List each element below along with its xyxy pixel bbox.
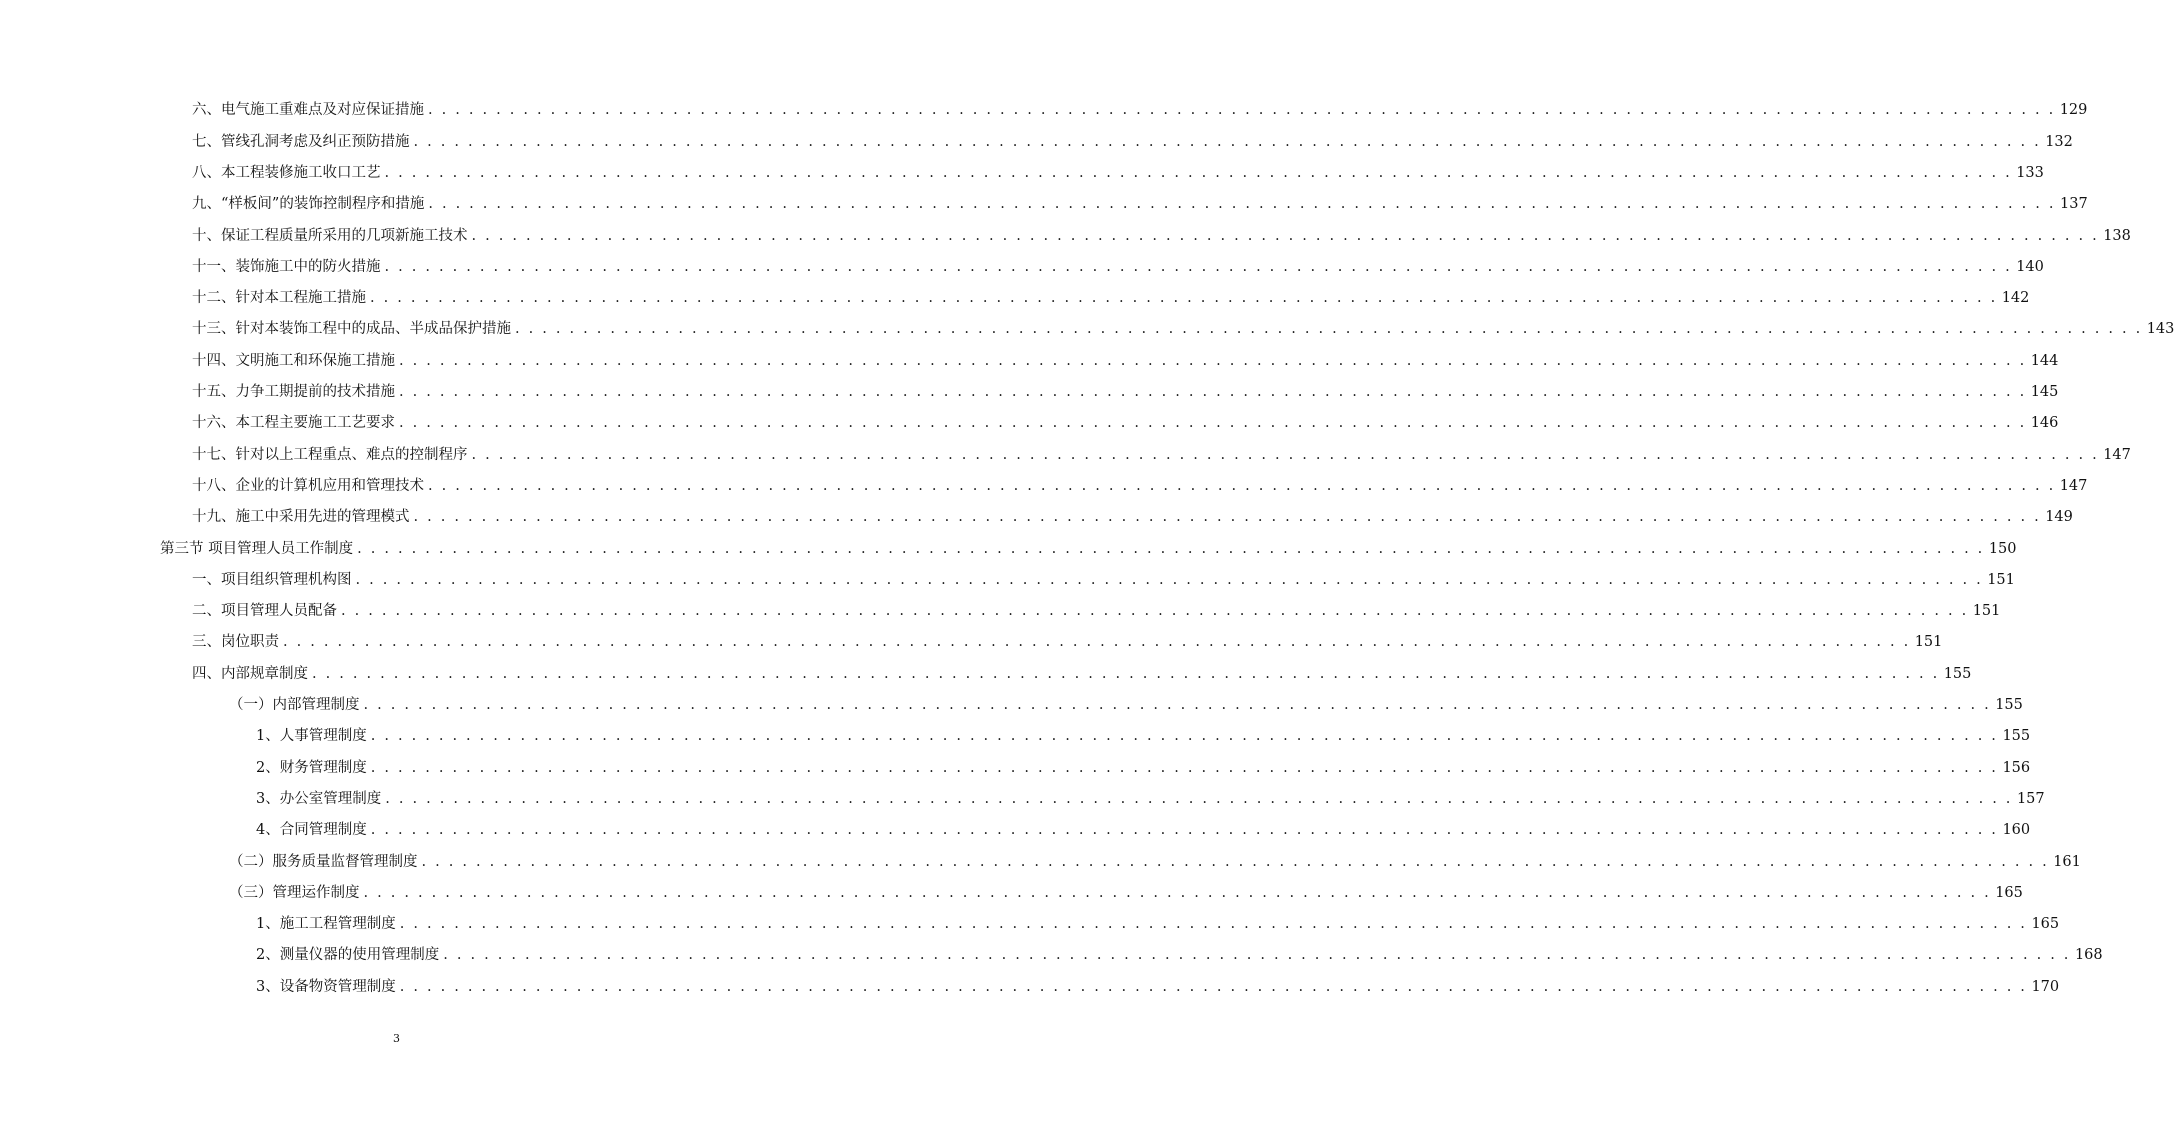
toc-entry-page: 129 — [2059, 102, 2088, 119]
toc-entry-page: 146 — [2030, 415, 2059, 432]
toc-entry-page: 144 — [2030, 352, 2059, 369]
toc-leader-dots: . . . . . . . . . . . . . . . . . . . . . . . . . . . . . . . . . . . . . . . . . . . . . . . . . . . . . . . . . . . . . . . . . . . . . . . . . . . . . . . . . . . . . . . . . . . . . . . . . . . . . . . . . . . . . . . . . . . . . . . . — [515, 321, 2143, 338]
toc-entry[interactable] — [0, 95, 2088, 126]
toc-entry-title: 1、施工工程管理制度 — [256, 916, 396, 933]
toc-leader-dots: . . . . . . . . . . . . . . . . . . . . . . . . . . . . . . . . . . . . . . . . . . . . . . . . . . . . . . . . . . . . . . . . . . . . . . . . . . . . . . . . . . . . . . . . . . . . . . . . . . . . . . . . . . . . . . . . . . . . . . . . — [370, 759, 1999, 776]
toc-entry-title: 三、岗位职责 — [192, 634, 279, 651]
toc-entry-title: 一、项目组织管理机构图 — [192, 571, 352, 588]
toc-leader-dots: . . . . . . . . . . . . . . . . . . . . . . . . . . . . . . . . . . . . . . . . . . . . . . . . . . . . . . . . . . . . . . . . . . . . . . . . . . . . . . . . . . . . . . . . . . . . . . . . . . . . . . . . . . . . . . . . . . . . . . . . — [370, 290, 1998, 307]
toc-leader-dots: . . . . . . . . . . . . . . . . . . . . . . . . . . . . . . . . . . . . . . . . . . . . . . . . . . . . . . . . . . . . . . . . . . . . . . . . . . . . . . . . . . . . . . . . . . . . . . . . . . . . . . . . . . . . . . . . . . . . . . . . — [341, 603, 1969, 620]
toc-leader-dots: . . . . . . . . . . . . . . . . . . . . . . . . . . . . . . . . . . . . . . . . . . . . . . . . . . . . . . . . . . . . . . . . . . . . . . . . . . . . . . . . . . . . . . . . . . . . . . . . . . . . . . . . . . . . . . . . . . . . . . . . — [363, 884, 1991, 901]
toc-entry[interactable] — [0, 345, 2059, 376]
toc-leader-dots: . . . . . . . . . . . . . . . . . . . . . . . . . . . . . . . . . . . . . . . . . . . . . . . . . . . . . . . . . . . . . . . . . . . . . . . . . . . . . . . . . . . . . . . . . . . . . . . . . . . . . . . . . . . . . . . . . . . . . . . . — [428, 196, 2056, 213]
toc-entry-title: 十三、针对本装饰工程中的成品、半成品保护措施 — [192, 321, 511, 338]
toc-entry[interactable] — [0, 251, 2044, 282]
toc-leader-dots: . . . . . . . . . . . . . . . . . . . . . . . . . . . . . . . . . . . . . . . . . . . . . . . . . . . . . . . . . . . . . . . . . . . . . . . . . . . . . . . . . . . . . . . . . . . . . . . . . . . . . . . . . . . . . . . . . . . . . . . . — [443, 947, 2071, 964]
toc-entry-title: （三）管理运作制度 — [229, 884, 360, 901]
toc-leader-dots: . . . . . . . . . . . . . . . . . . . . . . . . . . . . . . . . . . . . . . . . . . . . . . . . . . . . . . . . . . . . . . . . . . . . . . . . . . . . . . . . . . . . . . . . . . . . . . . . . . . . . . . . . . . . . . . . . . . . . . . . — [357, 540, 1985, 557]
toc-leader-dots: . . . . . . . . . . . . . . . . . . . . . . . . . . . . . . . . . . . . . . . . . . . . . . . . . . . . . . . . . . . . . . . . . . . . . . . . . . . . . . . . . . . . . . . . . . . . . . . . . . . . . . . . . . . . . . . . . . . . . . . . — [399, 384, 2027, 401]
toc-leader-dots: . . . . . . . . . . . . . . . . . . . . . . . . . . . . . . . . . . . . . . . . . . . . . . . . . . . . . . . . . . . . . . . . . . . . . . . . . . . . . . . . . . . . . . . . . . . . . . . . . . . . . . . . . . . . . . . . . . . . . . . . — [385, 790, 2013, 807]
toc-entry-page: 170 — [2031, 978, 2060, 995]
toc-entry-title: 十二、针对本工程施工措施 — [192, 290, 366, 307]
toc-entry-title: 十四、文明施工和环保施工措施 — [192, 352, 395, 369]
toc-entry[interactable] — [0, 690, 2023, 721]
page-number: 3 — [393, 1032, 400, 1045]
toc-entry-title: 3、办公室管理制度 — [256, 790, 382, 807]
toc-entry-page: 149 — [2045, 509, 2073, 526]
toc-entry[interactable] — [0, 533, 2017, 564]
toc-leader-dots: . . . . . . . . . . . . . . . . . . . . . . . . . . . . . . . . . . . . . . . . . . . . . . . . . . . . . . . . . . . . . . . . . . . . . . . . . . . . . . . . . . . . . . . . . . . . . . . . . . . . . . . . . . . . . . . . . . . . . . . . — [413, 509, 2041, 526]
toc-entry-title: 六、电气施工重难点及对应保证措施 — [192, 102, 424, 119]
toc-entry-page: 155 — [1995, 697, 2023, 714]
toc-entry[interactable] — [0, 408, 2059, 439]
toc-entry[interactable] — [0, 971, 2060, 1002]
toc-entry-title: 十一、装饰施工中的防火措施 — [192, 258, 381, 275]
toc-entry-page: 137 — [2060, 196, 2088, 213]
toc-leader-dots: . . . . . . . . . . . . . . . . . . . . . . . . . . . . . . . . . . . . . . . . . . . . . . . . . . . . . . . . . . . . . . . . . . . . . . . . . . . . . . . . . . . . . . . . . . . . . . . . . . . . . . . . . . . . . . . . . . . . . . . . — [421, 853, 2049, 870]
toc-entry-page: 151 — [1914, 634, 1943, 651]
toc-entry-title: （一）内部管理制度 — [229, 697, 360, 714]
toc-entry[interactable] — [0, 126, 2073, 157]
toc-entry[interactable] — [0, 784, 2045, 815]
toc-leader-dots: . . . . . . . . . . . . . . . . . . . . . . . . . . . . . . . . . . . . . . . . . . . . . . . . . . . . . . . . . . . . . . . . . . . . . . . . . . . . . . . . . . . . . . . . . . . . . . . . . . . . . . . . . . . . . . . . . . . . . . . . — [312, 665, 1940, 682]
toc-entry-title: 二、项目管理人员配备 — [192, 603, 337, 620]
toc-entry[interactable] — [0, 877, 2023, 908]
toc-entry-page: 147 — [2059, 477, 2088, 494]
toc-entry-title: 十五、力争工期提前的技术措施 — [192, 384, 395, 401]
toc-leader-dots: . . . . . . . . . . . . . . . . . . . . . . . . . . . . . . . . . . . . . . . . . . . . . . . . . . . . . . . . . . . . . . . . . . . . . . . . . . . . . . . . . . . . . . . . . . . . . . . . . . . . . . . . . . . . . . . . . . . . . . . . — [355, 571, 1983, 588]
toc-entry[interactable] — [0, 283, 2030, 314]
toc-entry-title: 十、保证工程质量所采用的几项新施工技术 — [192, 227, 468, 244]
toc-leader-dots: . . . . . . . . . . . . . . . . . . . . . . . . . . . . . . . . . . . . . . . . . . . . . . . . . . . . . . . . . . . . . . . . . . . . . . . . . . . . . . . . . . . . . . . . . . . . . . . . . . . . . . . . . . . . . . . . . . . . . . . . — [384, 164, 2012, 181]
toc-entry-title: （二）服务质量监督管理制度 — [229, 853, 418, 870]
table-of-contents — [0, 95, 2174, 1003]
toc-entry-page: 140 — [2016, 258, 2044, 275]
toc-entry-title: 4、合同管理制度 — [256, 822, 367, 839]
toc-entry[interactable] — [0, 471, 2088, 502]
toc-leader-dots: . . . . . . . . . . . . . . . . . . . . . . . . . . . . . . . . . . . . . . . . . . . . . . . . . . . . . . . . . . . . . . . . . . . . . . . . . . . . . . . . . . . . . . . . . . . . . . . . . . . . . . . . . . . . . . . . . . . . . . . . — [413, 133, 2041, 150]
toc-entry-page: 145 — [2030, 384, 2059, 401]
toc-entry-page: 147 — [2103, 446, 2131, 463]
toc-entry-title: 3、设备物资管理制度 — [256, 978, 396, 995]
toc-entry[interactable] — [0, 752, 2031, 783]
toc-leader-dots: . . . . . . . . . . . . . . . . . . . . . . . . . . . . . . . . . . . . . . . . . . . . . . . . . . . . . . . . . . . . . . . . . . . . . . . . . . . . . . . . . . . . . . . . . . . . . . . . . . . . . . . . . . . . . . . . . . . . . . . . — [428, 477, 2056, 494]
toc-entry[interactable] — [0, 189, 2088, 220]
toc-entry-page: 168 — [2074, 947, 2103, 964]
toc-entry-title: 八、本工程装修施工收口工艺 — [192, 164, 381, 181]
toc-entry[interactable] — [0, 377, 2059, 408]
toc-leader-dots: . . . . . . . . . . . . . . . . . . . . . . . . . . . . . . . . . . . . . . . . . . . . . . . . . . . . . . . . . . . . . . . . . . . . . . . . . . . . . . . . . . . . . . . . . . . . . . . . . . . . . . . . . . . . . . . . . . . . . . . . — [363, 697, 1991, 714]
toc-leader-dots: . . . . . . . . . . . . . . . . . . . . . . . . . . . . . . . . . . . . . . . . . . . . . . . . . . . . . . . . . . . . . . . . . . . . . . . . . . . . . . . . . . . . . . . . . . . . . . . . . . . . . . . . . . . . . . . . . . . . . . . . — [399, 916, 2028, 933]
toc-leader-dots: . . . . . . . . . . . . . . . . . . . . . . . . . . . . . . . . . . . . . . . . . . . . . . . . . . . . . . . . . . . . . . . . . . . . . . . . . . . . . . . . . . . . . . . . . . . . . . . . . . . . . . . . . . . . . . . . . . . . . . . . — [471, 446, 2099, 463]
toc-leader-dots: . . . . . . . . . . . . . . . . . . . . . . . . . . . . . . . . . . . . . . . . . . . . . . . . . . . . . . . . . . . . . . . . . . . . . . . . . . . . . . . . . . . . . . . . . . . . . . . . . . . . . . . . . . . . . . . . . . . . . . . . — [370, 822, 1999, 839]
toc-leader-dots: . . . . . . . . . . . . . . . . . . . . . . . . . . . . . . . . . . . . . . . . . . . . . . . . . . . . . . . . . . . . . . . . . . . . . . . . . . . . . . . . . . . . . . . . . . . . . . . . . . . . . . . . . . . . . . . . . . . . . . . . — [428, 102, 2056, 119]
toc-leader-dots: . . . . . . . . . . . . . . . . . . . . . . . . . . . . . . . . . . . . . . . . . . . . . . . . . . . . . . . . . . . . . . . . . . . . . . . . . . . . . . . . . . . . . . . . . . . . . . . . . . . . . . . . . . . . . . . . . . . . . . . . — [283, 634, 1911, 651]
toc-entry[interactable] — [0, 502, 2073, 533]
toc-entry[interactable] — [0, 909, 2060, 940]
toc-entry[interactable] — [0, 846, 2081, 877]
toc-entry[interactable] — [0, 596, 2001, 627]
toc-entry-title: 九、“样板间”的装饰控制程序和措施 — [192, 196, 425, 213]
toc-entry-page: 151 — [1972, 603, 2001, 620]
toc-entry-page: 133 — [2016, 164, 2044, 181]
toc-entry-page: 150 — [1988, 540, 2017, 557]
toc-entry[interactable] — [0, 314, 2174, 345]
toc-entry-page: 160 — [2002, 822, 2031, 839]
toc-entry-page: 151 — [1987, 571, 2015, 588]
toc-entry[interactable] — [0, 220, 2131, 251]
toc-entry-title: 1、人事管理制度 — [256, 728, 367, 745]
toc-entry-page: 142 — [2001, 290, 2030, 307]
toc-leader-dots: . . . . . . . . . . . . . . . . . . . . . . . . . . . . . . . . . . . . . . . . . . . . . . . . . . . . . . . . . . . . . . . . . . . . . . . . . . . . . . . . . . . . . . . . . . . . . . . . . . . . . . . . . . . . . . . . . . . . . . . . — [370, 728, 1999, 745]
toc-entry[interactable] — [0, 627, 1943, 658]
toc-entry[interactable] — [0, 564, 2015, 595]
toc-leader-dots: . . . . . . . . . . . . . . . . . . . . . . . . . . . . . . . . . . . . . . . . . . . . . . . . . . . . . . . . . . . . . . . . . . . . . . . . . . . . . . . . . . . . . . . . . . . . . . . . . . . . . . . . . . . . . . . . . . . . . . . . — [399, 352, 2027, 369]
toc-entry-title: 十九、施工中采用先进的管理模式 — [192, 509, 410, 526]
toc-entry-title: 2、财务管理制度 — [256, 759, 367, 776]
toc-entry-title: 四、内部规章制度 — [192, 665, 308, 682]
toc-entry-page: 155 — [1943, 665, 1972, 682]
toc-entry-page: 156 — [2002, 759, 2031, 776]
toc-entry[interactable] — [0, 658, 1972, 689]
toc-entry-page: 165 — [1995, 884, 2023, 901]
toc-leader-dots: . . . . . . . . . . . . . . . . . . . . . . . . . . . . . . . . . . . . . . . . . . . . . . . . . . . . . . . . . . . . . . . . . . . . . . . . . . . . . . . . . . . . . . . . . . . . . . . . . . . . . . . . . . . . . . . . . . . . . . . . — [384, 258, 2012, 275]
toc-entry-title: 十七、针对以上工程重点、难点的控制程序 — [192, 446, 468, 463]
toc-leader-dots: . . . . . . . . . . . . . . . . . . . . . . . . . . . . . . . . . . . . . . . . . . . . . . . . . . . . . . . . . . . . . . . . . . . . . . . . . . . . . . . . . . . . . . . . . . . . . . . . . . . . . . . . . . . . . . . . . . . . . . . . — [399, 978, 2028, 995]
toc-entry-page: 161 — [2053, 853, 2081, 870]
toc-entry[interactable] — [0, 940, 2103, 971]
toc-entry[interactable] — [0, 721, 2031, 752]
toc-entry-page: 155 — [2002, 728, 2031, 745]
toc-entry-page: 143 — [2146, 321, 2174, 338]
toc-entry-title: 十八、企业的计算机应用和管理技术 — [192, 477, 424, 494]
toc-entry[interactable] — [0, 439, 2131, 470]
toc-entry-page: 132 — [2045, 133, 2073, 150]
toc-entry-page: 157 — [2016, 790, 2045, 807]
toc-entry-page: 138 — [2103, 227, 2131, 244]
toc-entry-title: 十六、本工程主要施工工艺要求 — [192, 415, 395, 432]
toc-entry[interactable] — [0, 815, 2031, 846]
toc-leader-dots: . . . . . . . . . . . . . . . . . . . . . . . . . . . . . . . . . . . . . . . . . . . . . . . . . . . . . . . . . . . . . . . . . . . . . . . . . . . . . . . . . . . . . . . . . . . . . . . . . . . . . . . . . . . . . . . . . . . . . . . . — [399, 415, 2027, 432]
toc-entry-page: 165 — [2031, 916, 2060, 933]
toc-leader-dots: . . . . . . . . . . . . . . . . . . . . . . . . . . . . . . . . . . . . . . . . . . . . . . . . . . . . . . . . . . . . . . . . . . . . . . . . . . . . . . . . . . . . . . . . . . . . . . . . . . . . . . . . . . . . . . . . . . . . . . . . — [471, 227, 2099, 244]
toc-entry-title: 2、测量仪器的使用管理制度 — [256, 947, 440, 964]
toc-entry[interactable] — [0, 158, 2044, 189]
toc-entry-title: 第三节 项目管理人员工作制度 — [160, 540, 354, 557]
toc-entry-title: 七、管线孔洞考虑及纠正预防措施 — [192, 133, 410, 150]
